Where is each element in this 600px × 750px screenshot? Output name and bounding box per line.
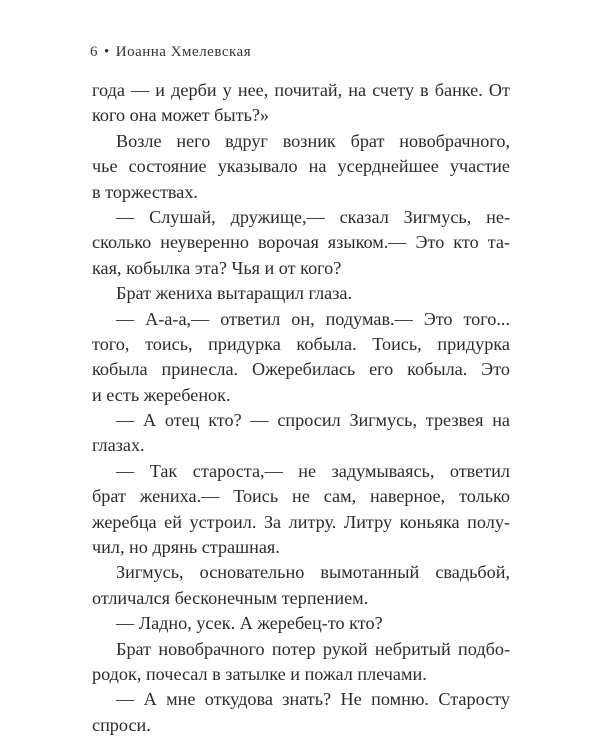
- text-line: брат жениха.— Тоись не сам, наверное, только: [92, 486, 510, 507]
- text-line: того, тоись, придурка кобыла. Тоись, придурка: [92, 333, 510, 354]
- running-head: [90, 44, 251, 61]
- author-name: Иоанна Хмелевская: [115, 44, 252, 60]
- text-line: Возле него вдруг возник брат новобрачного,: [116, 130, 510, 151]
- text-line: спроси.: [92, 714, 151, 735]
- text-line: кобыла принесла. Ожеребилась его кобыла. Это: [92, 359, 510, 380]
- body-text: [92, 78, 510, 738]
- text-line: года — и дерби у нее, почитай, на счету в банке. От: [92, 80, 510, 100]
- text-line: глазах.: [92, 435, 145, 456]
- text-line: кая, кобылка эта? Чья и от кого?: [92, 257, 342, 278]
- text-line: жеребца ей устроил. За литру. Литру коньяка полу-: [92, 511, 510, 532]
- text-line: — А отец кто? — спросил Зигмусь, трезвея на: [116, 410, 510, 431]
- text-line: родок, почесал в затылке и пожал плечами.: [92, 663, 427, 684]
- text-line: сколько неуверенно ворочая языком.— Это кто та-: [92, 232, 510, 253]
- text-line: кого она может быть?»: [92, 105, 270, 126]
- text-line: в торжествах.: [92, 181, 198, 202]
- text-line: Зигмусь, основательно вымотанный свадьбой,: [116, 562, 510, 583]
- text-line: Брат жениха вытаращил глаза.: [116, 283, 353, 304]
- text-line: — А-а-а,— ответил он, подумав.— Это того...: [116, 308, 510, 329]
- text-line: — А мне откудова знать? Не помню. Старосту: [116, 689, 510, 710]
- header-separator: •: [104, 44, 110, 60]
- text-line: и есть жеребенок.: [92, 384, 231, 405]
- text-line: отличался бесконечным терпением.: [92, 587, 369, 608]
- text-line: — Слушай, дружище,— сказал Зигмусь, не-: [116, 206, 510, 227]
- text-line: — Ладно, усек. А жеребец-то кто?: [116, 613, 383, 634]
- text-line: Брат новобрачного потер рукой небритый подбо-: [116, 638, 510, 659]
- page-number: 6: [90, 44, 98, 60]
- text-line: — Так староста,— не задумываясь, ответил: [116, 460, 510, 481]
- text-line: чье состояние указывало на усерднейшее участие: [92, 156, 510, 177]
- text-line: чил, но дрянь страшная.: [92, 537, 280, 558]
